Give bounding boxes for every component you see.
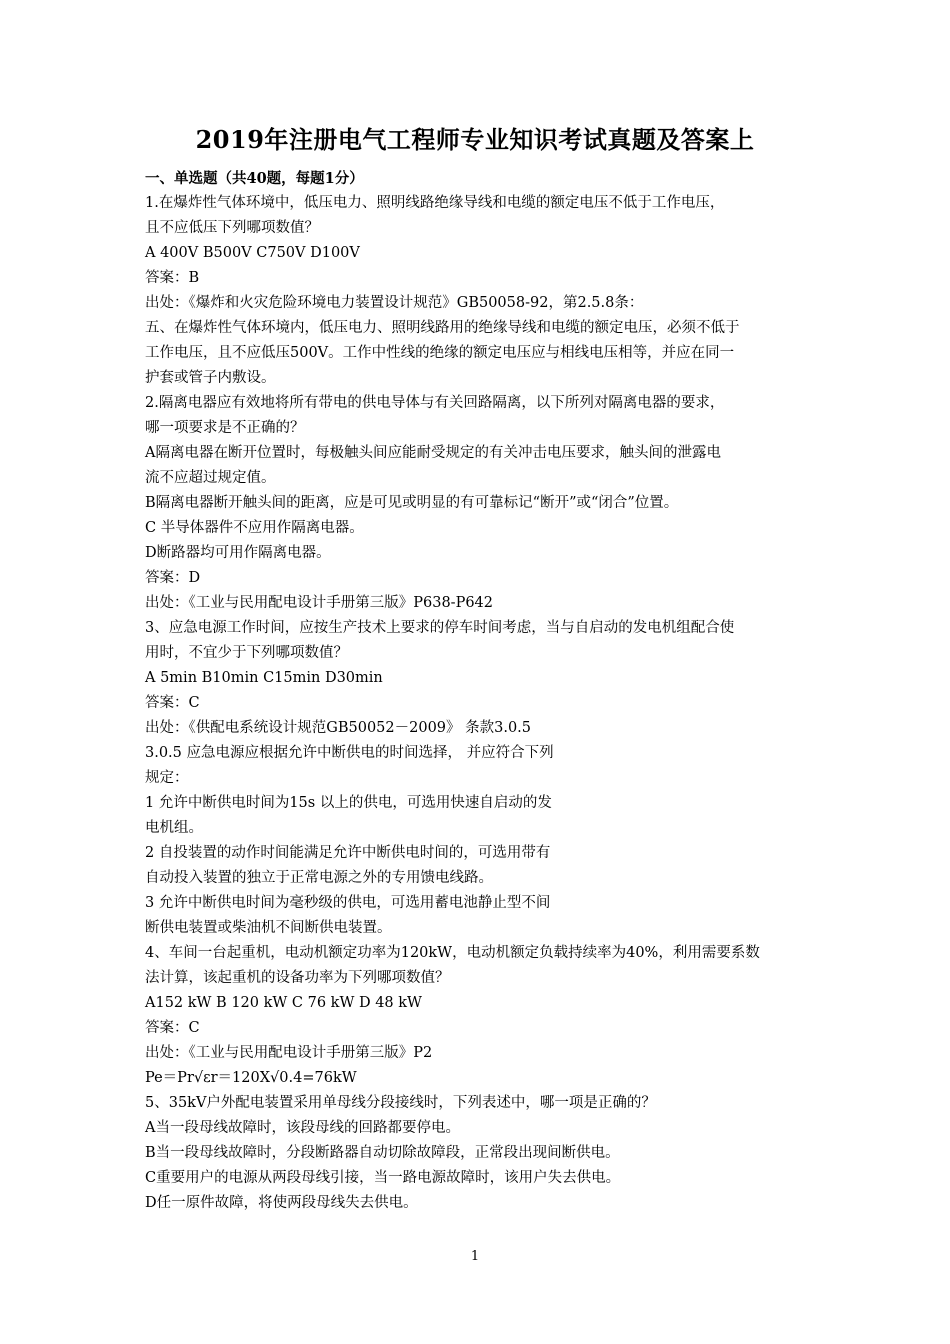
text-line: 护套或管子内敷设。	[145, 370, 276, 386]
text-line: 1 允许中断供电时间为15s 以上的供电，可选用快速自启动的发	[145, 795, 552, 811]
page-number: 1	[470, 1249, 480, 1264]
text-line: 答案：C	[145, 695, 200, 711]
text-line: 五、在爆炸性气体环境内，低压电力、照明线路用的绝缘导线和电缆的额定电压，必须不低于	[145, 320, 740, 336]
text-line: 出处：《供配电系统设计规范GB50052－2009》 条款3.0.5	[145, 720, 532, 736]
text-line: 答案：B	[145, 270, 200, 286]
text-line: 2.隔离电器应有效地将所有带电的供电导体与有关回路隔离，以下所列对隔离电器的要求，	[145, 395, 725, 411]
text-line: 出处：《工业与民用配电设计手册第三版》P638-P642	[145, 595, 494, 611]
text-line: 流不应超过规定值。	[145, 470, 276, 486]
text-line: A 5min B10min C15min D30min	[145, 670, 383, 686]
text-line: 1.在爆炸性气体环境中，低压电力、照明线路绝缘导线和电缆的额定电压不低于工作电压，	[145, 195, 725, 211]
text-line: 出处：《工业与民用配电设计手册第三版》P2	[145, 1045, 433, 1061]
text-line: 答案：C	[145, 1020, 200, 1036]
text-line: 5、35kV户外配电装置采用单母线分段接线时，下列表述中，哪一项是正确的？	[145, 1095, 656, 1111]
text-line: 3、应急电源工作时间，应按生产技术上要求的停车时间考虑，当与自启动的发电机组配合使	[145, 620, 735, 636]
text-line: 答案：D	[145, 570, 201, 586]
text-line: A152 kW B 120 kW C 76 kW D 48 kW	[145, 995, 422, 1011]
text-line: 自动投入装置的独立于正常电源之外的专用馈电线路。	[145, 870, 493, 886]
document-title: 2019年注册电气工程师专业知识考试真题及答案上	[195, 125, 755, 154]
text-line: 且不应低压下列哪项数值？	[145, 220, 319, 236]
text-line: D断路器均可用作隔离电器。	[145, 545, 331, 561]
text-line: 用时，不宜少于下列哪项数值？	[145, 645, 348, 661]
text-line: C重要用户的电源从两段母线引接，当一路电源故障时，该用户失去供电。	[145, 1170, 621, 1186]
text-line: 规定：	[145, 770, 189, 786]
text-line: 法计算，该起重机的设备功率为下列哪项数值？	[145, 970, 450, 986]
text-line: 电机组。	[145, 820, 203, 836]
text-line: 哪一项要求是不正确的？	[145, 420, 305, 436]
text-line: A隔离电器在断开位置时，每极触头间应能耐受规定的有关冲击电压要求，触头间的泄露电	[145, 445, 721, 461]
text-line: C 半导体器件不应用作隔离电器。	[145, 520, 364, 536]
text-line: 3 允许中断供电时间为毫秒级的供电，可选用蓄电池静止型不间	[145, 895, 551, 911]
text-line: D任一原件故障，将使两段母线失去供电。	[145, 1195, 418, 1211]
text-line: 出处：《爆炸和火灾危险环境电力装置设计规范》GB50058-92，第2.5.8条：	[145, 295, 644, 311]
document-body	[145, 166, 815, 1216]
text-line: 断供电装置或柴油机不间断供电装置。	[145, 920, 392, 936]
text-line: Pe＝Pr√εr＝120X√0.4=76kW	[145, 1070, 357, 1086]
text-line: 工作电压，且不应低压500V。工作中性线的绝缘的额定电压应与相线电压相等，并应在同一	[145, 345, 735, 361]
text-line: 2 自投装置的动作时间能满足允许中断供电时间的，可选用带有	[145, 845, 551, 861]
text-line: 3.0.5 应急电源应根据允许中断供电的时间选择， 并应符合下列	[145, 745, 554, 761]
text-line: B当一段母线故障时，分段断路器自动切除故障段，正常段出现间断供电。	[145, 1145, 620, 1161]
section-heading: 一、单选题（共40题，每题1分）	[145, 170, 364, 187]
text-line: A 400V B500V C750V D100V	[145, 245, 360, 261]
text-line: A当一段母线故障时，该段母线的回路都要停电。	[145, 1120, 460, 1136]
text-line: B隔离电器断开触头间的距离，应是可见或明显的有可靠标记“断开”或“闭合”位置。	[145, 495, 679, 511]
text-line: 4、车间一台起重机，电动机额定功率为120kW，电动机额定负载持续率为40%，利用需要系数	[145, 945, 760, 961]
